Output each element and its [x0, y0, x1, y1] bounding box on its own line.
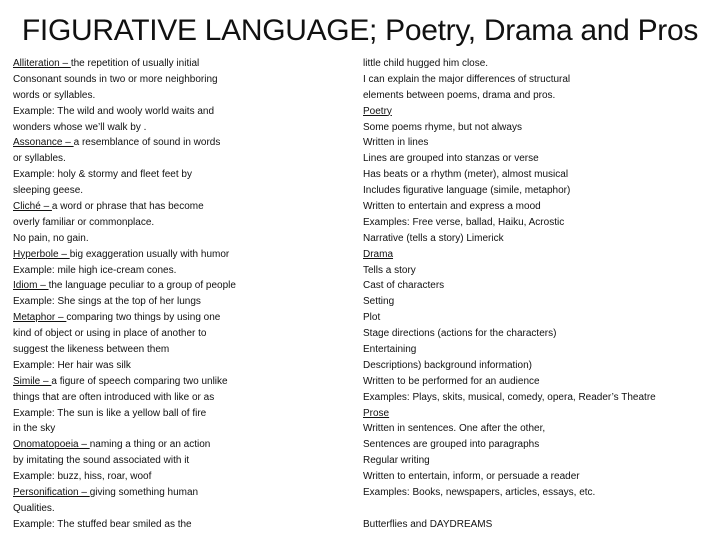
left-column-line — [13, 263, 348, 279]
line-text: comparing two things by using one — [66, 312, 221, 324]
line-text: I can explain the major differences of structural — [363, 73, 571, 85]
right-column-line — [363, 72, 713, 88]
term-heading: Drama — [363, 248, 394, 260]
left-column-line — [13, 374, 348, 390]
right-column-line — [363, 151, 713, 167]
line-text: Regular writing — [363, 455, 430, 467]
term-heading: Metaphor – — [13, 312, 67, 324]
line-text: Example: Her hair was silk — [13, 359, 131, 371]
left-column-line — [13, 358, 348, 374]
right-column-line — [363, 358, 713, 374]
line-text: Narrative (tells a story) Limerick — [363, 232, 504, 244]
line-text: a figure of speech comparing two unlike — [51, 375, 228, 387]
left-column-line — [13, 437, 348, 453]
right-column-line — [363, 469, 713, 485]
left-column-line — [13, 56, 348, 72]
right-column-line — [363, 437, 713, 453]
right-column-line — [363, 406, 713, 422]
term-heading: Prose — [363, 407, 390, 419]
line-text: Example: buzz, hiss, roar, woof — [13, 471, 152, 483]
left-column-line — [13, 199, 348, 215]
left-column-line — [13, 469, 348, 485]
line-text: Entertaining — [363, 344, 417, 356]
left-column-line — [13, 135, 348, 151]
left-column-line — [13, 342, 348, 358]
figurative-terms-column — [13, 56, 348, 533]
left-column-line — [13, 453, 348, 469]
line-text: Includes figurative language (simile, metaphor) — [363, 185, 571, 197]
line-text: Qualities. — [13, 502, 55, 514]
line-text: Examples: Plays, skits, musical, comedy, opera, Reader’s Theatre — [363, 391, 656, 403]
term-heading: Cliché – — [13, 201, 52, 213]
line-text: sleeping geese. — [13, 185, 84, 197]
line-text: Lines are grouped into stanzas or verse — [363, 153, 539, 165]
line-text: Has beats or a rhythm (meter), almost musical — [363, 169, 569, 181]
right-column-line — [363, 215, 713, 231]
right-column-line — [363, 231, 713, 247]
left-column-line — [13, 215, 348, 231]
line-text: overly familiar or commonplace. — [13, 216, 155, 228]
line-text: suggest the likeness between them — [13, 344, 170, 356]
right-column-line — [363, 104, 713, 120]
line-text: the repetition of usually initial — [70, 58, 200, 69]
right-column-line — [363, 310, 713, 326]
right-column-line — [363, 517, 713, 533]
term-heading: Simile – — [13, 375, 52, 387]
line-text: Example: The stuffed bear smiled as the — [13, 518, 192, 530]
right-column-line — [363, 390, 713, 406]
term-heading: Assonance – — [13, 137, 74, 149]
left-column-line — [13, 183, 348, 199]
genres-column — [363, 56, 713, 533]
line-text: Tells a story — [363, 264, 416, 276]
line-text: Example: The sun is like a yellow ball of fire — [13, 407, 207, 419]
left-column-line — [13, 517, 348, 533]
right-column-line — [363, 247, 713, 263]
right-column-line — [363, 485, 713, 501]
line-text: naming a thing or an action — [89, 439, 211, 451]
left-column-line — [13, 151, 348, 167]
left-column-line — [13, 120, 348, 136]
right-column-line — [363, 326, 713, 342]
left-column-line — [13, 326, 348, 342]
right-column-line — [363, 167, 713, 183]
line-text: Examples: Books, newspapers, articles, essays, etc. — [363, 487, 596, 499]
right-column-line — [363, 135, 713, 151]
line-text: Written to entertain, inform, or persuade a reader — [363, 471, 580, 483]
left-column-line — [13, 485, 348, 501]
line-text: little child hugged him close. — [363, 58, 489, 69]
line-text: Sentences are grouped into paragraphs — [363, 439, 540, 451]
right-column-line — [363, 56, 713, 72]
line-text: Written in lines — [363, 137, 429, 149]
right-column-line — [363, 501, 713, 517]
term-heading: Personification – — [13, 487, 90, 499]
left-column-line — [13, 167, 348, 183]
line-text: Example: The wild and wooly world waits and — [13, 105, 215, 117]
left-column-line — [13, 104, 348, 120]
left-column-line — [13, 231, 348, 247]
left-column-line — [13, 88, 348, 104]
left-column-line — [13, 72, 348, 88]
line-text: or syllables. — [13, 153, 66, 165]
line-text: No pain, no gain. — [13, 232, 89, 244]
line-text: by imitating the sound associated with it — [13, 455, 190, 467]
line-text: Example: She sings at the top of her lungs — [13, 296, 201, 308]
right-column-line — [363, 199, 713, 215]
right-column-line — [363, 374, 713, 390]
line-text: Stage directions (actions for the characters) — [363, 328, 557, 340]
line-text: Example: mile high ice-cream cones. — [13, 264, 177, 276]
line-text: Consonant sounds in two or more neighboring — [13, 73, 218, 85]
term-heading: Poetry — [363, 105, 392, 117]
left-column-line — [13, 390, 348, 406]
term-heading: Alliteration – — [13, 58, 71, 69]
line-text: in the sky — [13, 423, 56, 435]
line-text: Setting — [363, 296, 395, 308]
left-column-line — [13, 247, 348, 263]
right-column-line — [363, 88, 713, 104]
line-text: Plot — [363, 312, 381, 324]
line-text: a resemblance of sound in words — [73, 137, 221, 149]
right-column-line — [363, 342, 713, 358]
left-column-line — [13, 406, 348, 422]
line-text: Example: holy & stormy and fleet feet by — [13, 169, 192, 181]
line-text: Written to be performed for an audience — [363, 375, 540, 387]
slide-title: FIGURATIVE LANGUAGE; Poetry, Drama and Pros — [21, 14, 699, 47]
right-column-line — [363, 453, 713, 469]
term-heading: Idiom – — [13, 280, 49, 292]
right-column-line — [363, 294, 713, 310]
left-column-line — [13, 421, 348, 437]
left-column-line — [13, 278, 348, 294]
line-text: words or syllables. — [13, 89, 96, 101]
right-column-line — [363, 263, 713, 279]
line-text: elements between poems, drama and pros. — [363, 89, 556, 101]
left-column-line — [13, 294, 348, 310]
right-column-line — [363, 421, 713, 437]
line-text: kind of object or using in place of another to — [13, 328, 207, 340]
line-text: Examples: Free verse, ballad, Haiku, Acrostic — [363, 216, 565, 228]
line-text: Written in sentences. One after the other, — [363, 423, 546, 435]
left-column-line — [13, 310, 348, 326]
line-text: the language peculiar to a group of people — [48, 280, 236, 292]
line-text: Cast of characters — [363, 280, 445, 292]
line-text: wonders whose we’ll walk by . — [13, 121, 147, 133]
line-text: Descriptions) background information) — [363, 359, 532, 371]
line-text: Written to entertain and express a mood — [363, 201, 541, 213]
right-column-line — [363, 183, 713, 199]
line-text: Butterflies and DAYDREAMS — [363, 518, 493, 530]
line-text: things that are often introduced with like or as — [13, 391, 215, 403]
line-text: giving something human — [89, 487, 199, 499]
right-column-line — [363, 278, 713, 294]
term-heading: Onomatopoeia – — [13, 439, 90, 451]
left-column-line — [13, 501, 348, 517]
line-text: a word or phrase that has become — [51, 201, 204, 213]
line-text: big exaggeration usually with humor — [69, 248, 230, 260]
term-heading: Hyperbole – — [13, 248, 70, 260]
right-column-line — [363, 120, 713, 136]
line-text: Some poems rhyme, but not always — [363, 121, 522, 133]
